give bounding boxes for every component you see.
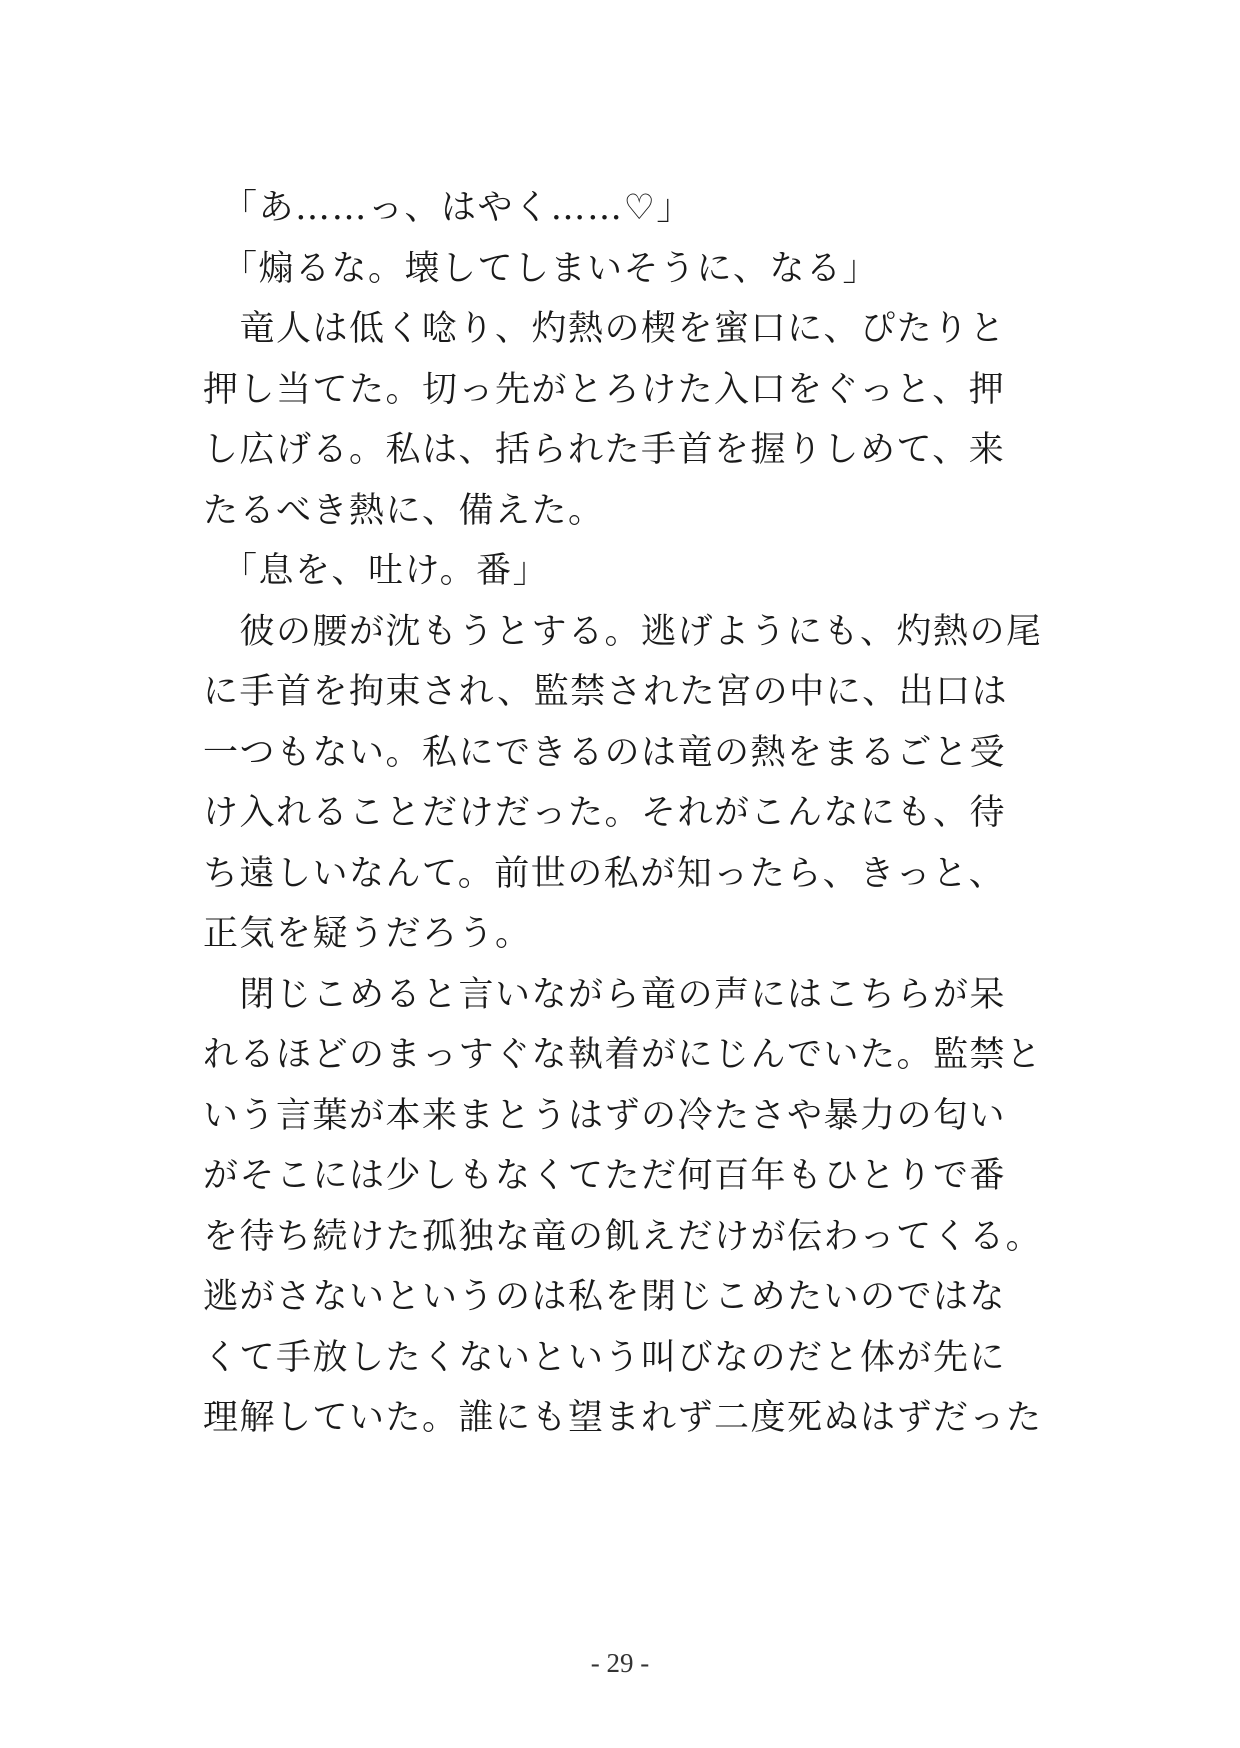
- text-line: 逃がさないというのは私を閉じこめたいのではな: [203, 1277, 1007, 1317]
- text-line: 「煽るな。壊してしまいそうに、なる」: [239, 248, 880, 289]
- page-number: - 29 -: [590, 1648, 650, 1678]
- text-line: 正気を疑うだろう。: [203, 914, 532, 954]
- text-line: 一つもない。私にできるのは竜の熱をまるごと受: [203, 732, 1007, 773]
- text-line: くて手放したくないという叫びなのだと体が先に: [203, 1337, 1007, 1378]
- text-line: 押し当てた。切っ先がとろけた入口をぐっと、押: [203, 369, 1006, 410]
- text-line: ち遠しいなんて。前世の私が知ったら、きっと、: [203, 853, 1006, 894]
- text-line: たるべき熱に、備えた。: [203, 490, 605, 531]
- text-line: し広げる。私は、括られた手首を握りしめて、来: [203, 430, 1006, 470]
- text-line: け入れることだけだった。それがこんなにも、待: [203, 793, 1007, 833]
- text-line: れるほどのまっすぐな執着がにじんでいた。監禁と: [203, 1035, 1043, 1075]
- text-line: いう言葉が本来まとうはずの冷たさや暴力の匂い: [203, 1095, 1007, 1136]
- text-line: 竜人は低く唸り、灼熱の楔を蜜口に、ぴたりと: [239, 309, 1007, 349]
- text-line: に手首を拘束され、監禁された宮の中に、出口は: [203, 672, 1009, 712]
- text-line: を待ち続けた孤独な竜の飢えだけが伝わってくる。: [203, 1216, 1043, 1257]
- text-line: 閉じこめると言いながら竜の声にはこちらが呆: [239, 974, 1007, 1015]
- text-line: 「あ……っ、はやく……♡」: [239, 188, 693, 228]
- text-line: 理解していた。誰にも望まれず二度死ぬはずだった: [203, 1398, 1043, 1438]
- text-line: 彼の腰が沈もうとする。逃げようにも、灼熱の尾: [239, 611, 1043, 652]
- text-line: 「息を、吐け。番」: [239, 551, 550, 591]
- body-text: [203, 178, 1063, 1449]
- text-line: がそこには少しもなくてただ何百年もひとりで番: [203, 1156, 1007, 1196]
